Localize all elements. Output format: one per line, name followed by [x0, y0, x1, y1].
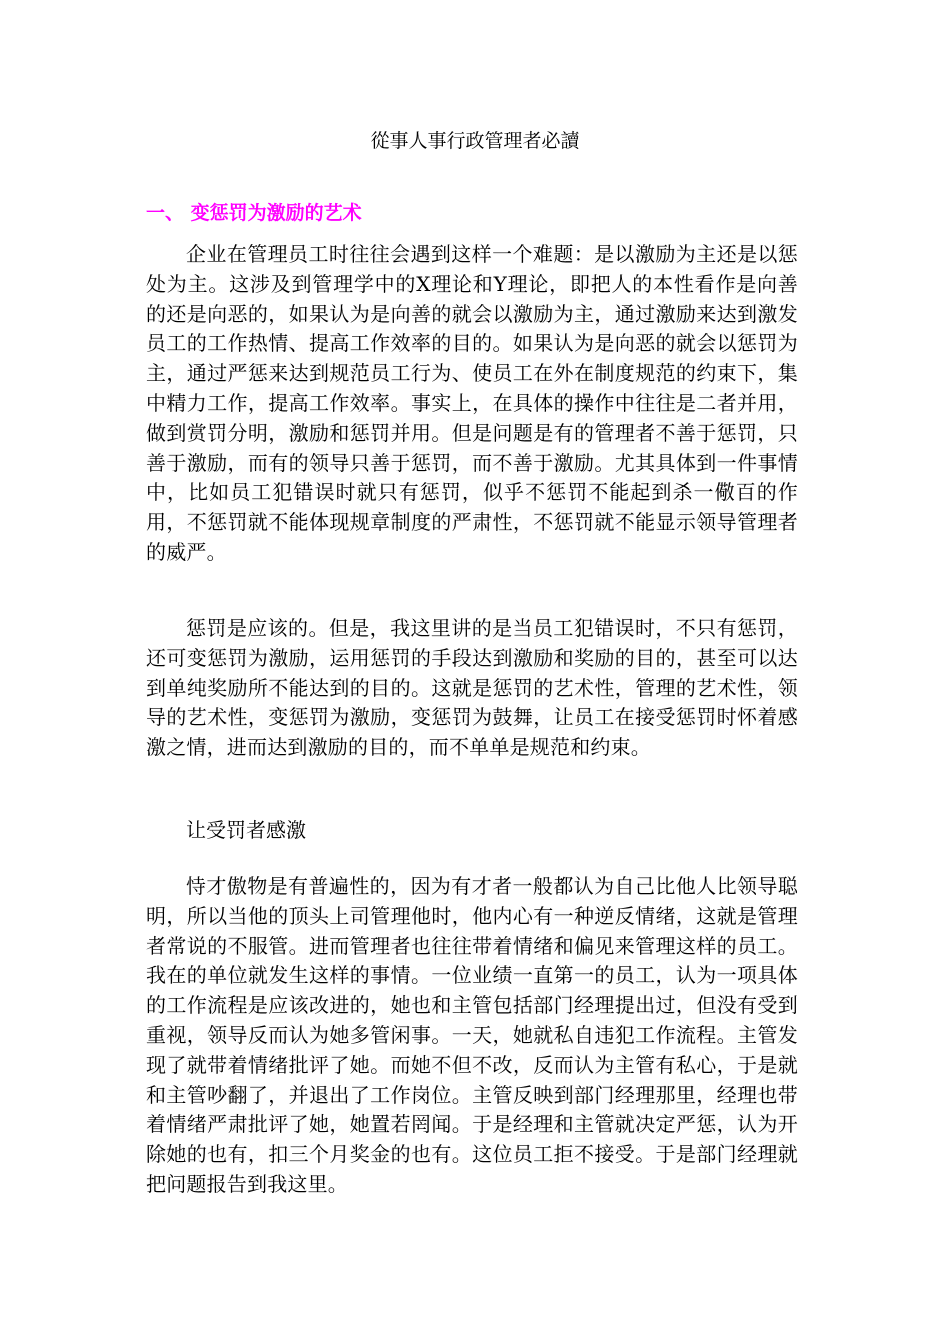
- paragraph-1: 企业在管理员工时往往会遇到这样一个难题：是以激励为主还是以惩处为主。这涉及到管理学中的X理论和Y理论，即把人的本性看作是向善的还是向恶的，如果认为是向善的就会以激励为主，通过激励来达到激发员工的工作热情、提高工作效率的目的。如果认为是向恶的就会以惩罚为主，通过严惩来达到规范员工行为、使员工在外在制度规范的约束下，集中精力工作，提高工作效率。事实上，在具体的操作中往往是二者并用，做到赏罚分明，激励和惩罚并用。但是问题是有的管理者不善于惩罚，只善于激励，而有的领导只善于惩罚，而不善于激励。尤其具体到一件事情中，比如员工犯错误时就只有惩罚，似乎不惩罚不能起到杀一儆百的作用，不惩罚就不能体现规章制度的严肃性，不惩罚就不能显示领导管理者的威严。: [146, 242, 798, 564]
- subheading: 让受罚者感激: [186, 818, 306, 842]
- paragraph-2: 惩罚是应该的。但是，我这里讲的是当员工犯错误时，不只有惩罚，还可变惩罚为激励，运用惩罚的手段达到激励和奖励的目的，甚至可以达到单纯奖励所不能达到的目的。这就是惩罚的艺术性，管理的艺术性，领导的艺术性，变惩罚为激励，变惩罚为鼓舞，让员工在接受惩罚时怀着感激之情，进而达到激励的目的，而不单单是规范和约束。: [146, 616, 798, 760]
- section-heading: 一、 变惩罚为激励的艺术: [146, 202, 362, 224]
- paragraph-3: 恃才傲物是有普遍性的，因为有才者一般都认为自己比他人比领导聪明，所以当他的顶头上司管理他时，他内心有一种逆反情绪，这就是管理者常说的不服管。进而管理者也往往带着情绪和偏见来管理这样的员工。我在的单位就发生这样的事情。一位业绩一直第一的员工，认为一项具体的工作流程是应该改进的，她也和主管包括部门经理提出过，但没有受到重视，领导反而认为她多管闲事。一天，她就私自违犯工作流程。主管发现了就带着情绪批评了她。而她不但不改，反而认为主管有私心，于是就和主管吵翻了，并退出了工作岗位。主管反映到部门经理那里，经理也带着情绪严肃批评了她，她置若罔闻。于是经理和主管就决定严惩，认为开除她的也有，扣三个月奖金的也有。这位员工拒不接受。于是部门经理就把问题报告到我这里。: [146, 874, 798, 1196]
- document-title: 從事人事行政管理者必讀: [370, 130, 580, 152]
